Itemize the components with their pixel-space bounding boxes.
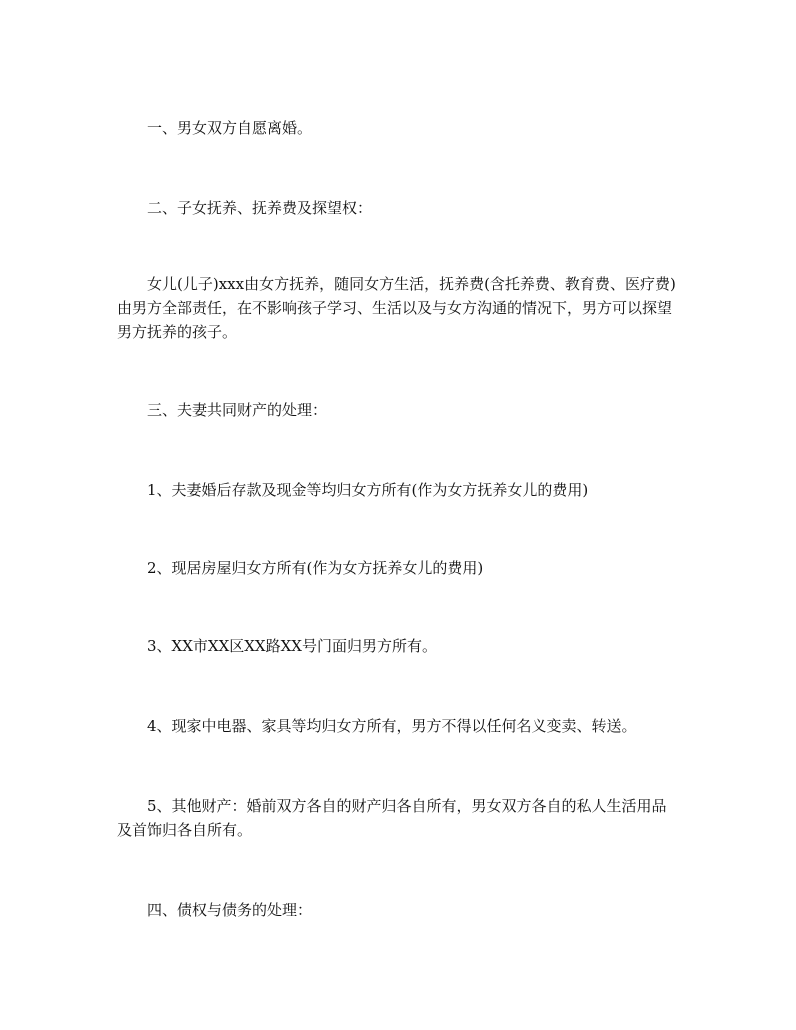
- section-1-heading: 一、男女双方自愿离婚。: [147, 119, 313, 137]
- property-item-4: 4、现家中电器、家具等均归女方所有，男方不得以任何名义变卖、转送。: [147, 717, 637, 735]
- section-2-heading: 二、子女抚养、抚养费及探望权：: [147, 199, 373, 217]
- property-item-3: 3、XX市XX区XX路XX号门面归男方所有。: [147, 637, 437, 655]
- child-custody-paragraph: 女儿(儿子)xxx由女方抚养，随同女方生活，抚养费(含托养费、教育费、医疗费)由男方全部责任，在不影响孩子学习、生活以及与女方沟通的情况下，男方可以探望男方抚养的孩子。: [117, 275, 676, 341]
- section-3-heading: 三、夫妻共同财产的处理：: [147, 401, 328, 419]
- property-item-5: 5、其他财产：婚前双方各自的财产归各自所有，男女双方各自的私人生活用品及首饰归各自所有。: [117, 797, 667, 839]
- property-item-1: 1、夫妻婚后存款及现金等均归女方所有(作为女方抚养女儿的费用): [147, 481, 589, 499]
- section-4-heading: 四、债权与债务的处理：: [147, 901, 313, 919]
- property-item-2: 2、现居房屋归女方所有(作为女方抚养女儿的费用): [147, 559, 484, 577]
